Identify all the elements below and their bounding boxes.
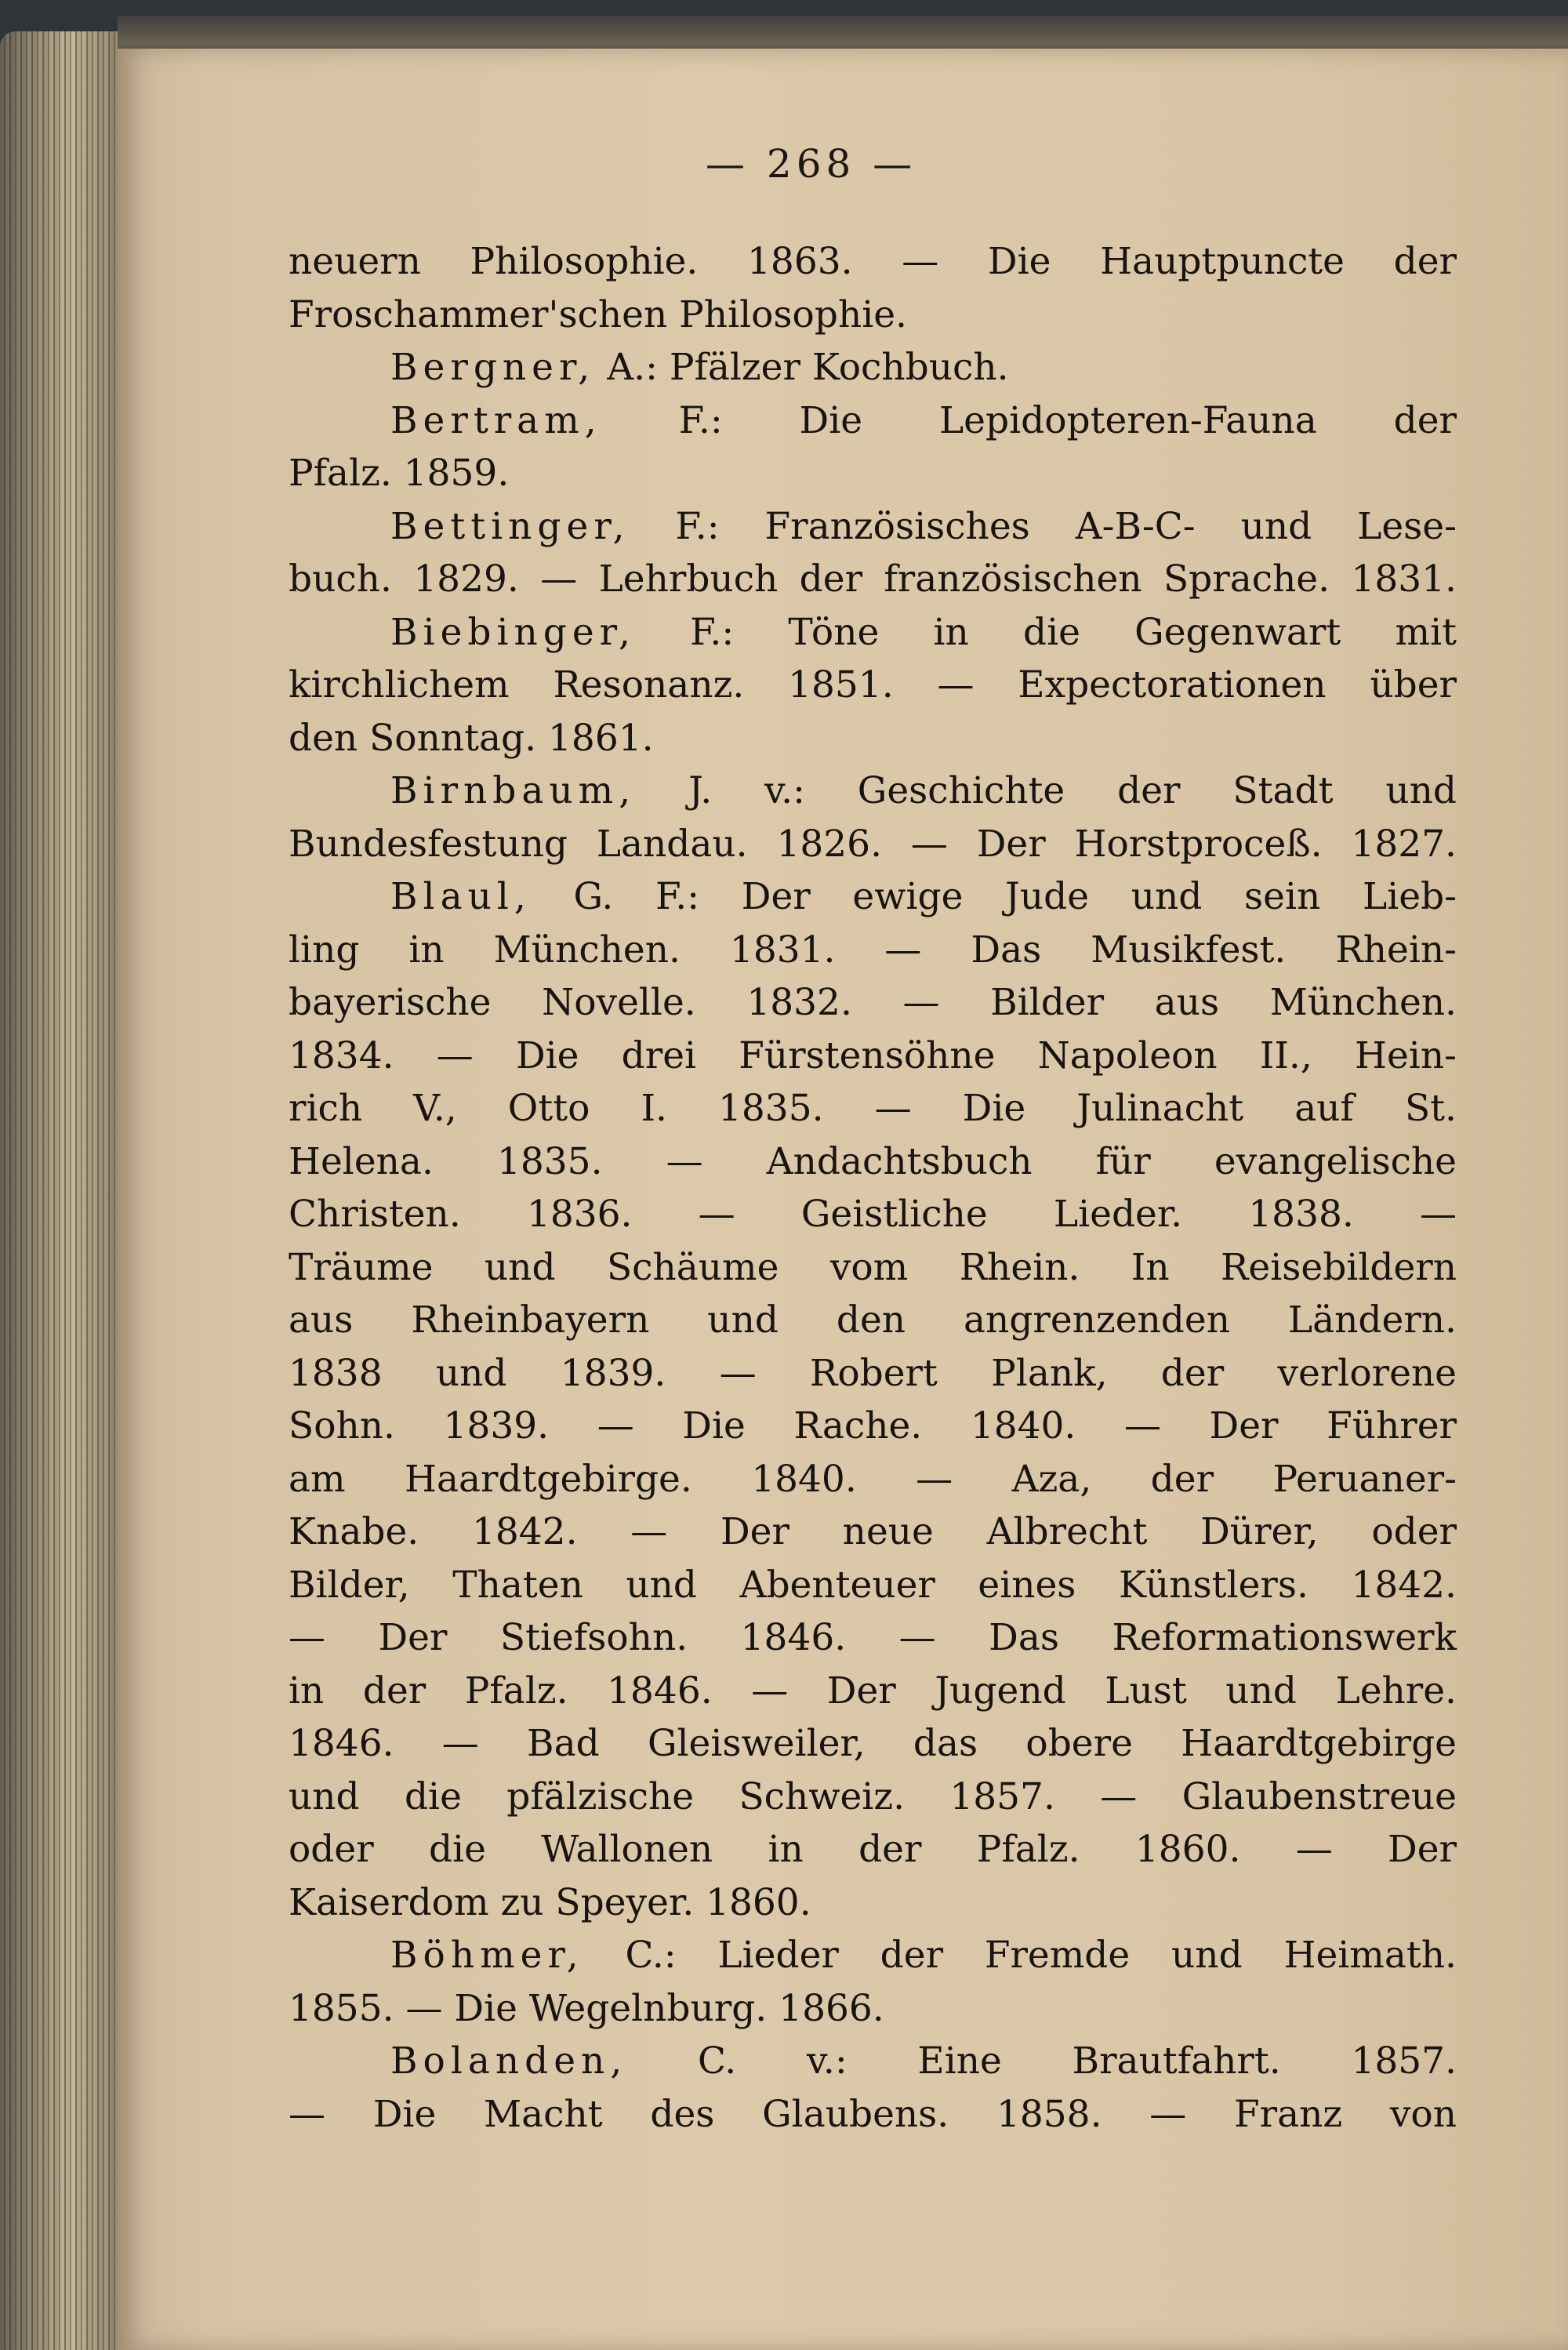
author-name: Böhmer, bbox=[390, 1934, 584, 1977]
line-text: Kaiserdom zu Speyer. 1860. bbox=[289, 1880, 811, 1924]
text-line bbox=[289, 1717, 1457, 1771]
line-text: aus Rheinbayern und den angrenzenden Ländern. bbox=[289, 1298, 1457, 1342]
text-line bbox=[289, 394, 1457, 448]
text-line bbox=[289, 1241, 1457, 1295]
text-line bbox=[289, 1188, 1457, 1241]
line-text: neuern Philosophie. 1863. — Die Hauptpuncte der bbox=[289, 240, 1457, 283]
text-line bbox=[289, 1294, 1457, 1347]
page-text bbox=[289, 235, 1457, 2141]
text-line bbox=[289, 712, 1457, 765]
line-text: J. v.: Geschichte der Stadt und bbox=[636, 769, 1457, 812]
line-text: 1834. — Die drei Fürstensöhne Napoleon II., Hein- bbox=[289, 1033, 1457, 1077]
text-line bbox=[289, 2035, 1457, 2088]
line-text: 1855. — Die Wegelnburg. 1866. bbox=[289, 1986, 884, 2030]
text-line bbox=[289, 765, 1457, 818]
text-line bbox=[289, 976, 1457, 1030]
line-text: in der Pfalz. 1846. — Der Jugend Lust und Lehre. bbox=[289, 1669, 1457, 1713]
author-name: Biebinger, bbox=[390, 610, 636, 654]
line-text: Knabe. 1842. — Der neue Albrecht Dürer, oder bbox=[289, 1510, 1457, 1553]
text-line bbox=[289, 1982, 1457, 2036]
page-number: — 268 — bbox=[706, 141, 917, 187]
text-line bbox=[289, 341, 1457, 394]
line-text: buch. 1829. — Lehrbuch der französischen Sprache. 1831. bbox=[289, 558, 1457, 601]
line-text: — Der Stiefsohn. 1846. — Das Reformationswerk bbox=[289, 1616, 1457, 1659]
text-line bbox=[289, 289, 1457, 342]
line-text: — Die Macht des Glaubens. 1858. — Franz von bbox=[289, 2092, 1457, 2136]
page-edges-shadow bbox=[0, 31, 118, 2350]
text-line bbox=[289, 1400, 1457, 1453]
line-text: G. F.: Der ewige Jude und sein Lieb- bbox=[531, 875, 1457, 918]
line-text: Sohn. 1839. — Die Rache. 1840. — Der Führer bbox=[289, 1404, 1457, 1447]
line-text: C. v.: Eine Brautfahrt. 1857. bbox=[627, 2039, 1457, 2083]
text-line bbox=[289, 1347, 1457, 1400]
text-line bbox=[289, 2088, 1457, 2141]
line-text: F.: Die Lepidopteren-Fauna der bbox=[601, 398, 1457, 442]
author-name: Blaul, bbox=[390, 875, 532, 918]
text-line bbox=[289, 924, 1457, 977]
text-line bbox=[289, 1030, 1457, 1083]
text-line bbox=[289, 1559, 1457, 1612]
line-text: C.: Lieder der Fremde und Heimath. bbox=[583, 1934, 1457, 1977]
text-line bbox=[289, 1082, 1457, 1135]
text-line bbox=[289, 1453, 1457, 1506]
line-text: 1846. — Bad Gleisweiler, das obere Haardtgebirge bbox=[289, 1722, 1457, 1765]
line-text: Bundesfestung Landau. 1826. — Der Horstproceß. 1827. bbox=[289, 822, 1457, 866]
author-name: Bettinger, bbox=[390, 504, 630, 548]
line-text: F.: Töne in die Gegenwart mit bbox=[635, 610, 1457, 654]
author-name: Birnbaum, bbox=[390, 769, 637, 812]
text-line bbox=[289, 235, 1457, 289]
text-line bbox=[289, 659, 1457, 712]
line-text: bayerische Novelle. 1832. — Bilder aus München. bbox=[289, 981, 1457, 1024]
text-line bbox=[289, 1611, 1457, 1665]
text-line bbox=[289, 1771, 1457, 1824]
author-name: Bertram, bbox=[390, 398, 602, 442]
text-line bbox=[289, 500, 1457, 554]
text-line bbox=[289, 606, 1457, 659]
text-line bbox=[289, 818, 1457, 871]
line-text: Helena. 1835. — Andachtsbuch für evangelische bbox=[289, 1139, 1457, 1183]
line-text: Bilder, Thaten und Abenteuer eines Künstlers. 1842. bbox=[289, 1563, 1457, 1607]
text-line bbox=[289, 1665, 1457, 1718]
line-text: kirchlichem Resonanz. 1851. — Expectorationen über bbox=[289, 663, 1457, 706]
line-text: Pfalz. 1859. bbox=[289, 452, 510, 495]
line-text: rich V., Otto I. 1835. — Die Julinacht auf St. bbox=[289, 1087, 1457, 1130]
line-text: ling in München. 1831. — Das Musikfest. Rhein- bbox=[289, 928, 1457, 972]
line-text: und die pfälzische Schweiz. 1857. — Glaubenstreue bbox=[289, 1774, 1457, 1818]
text-line bbox=[289, 1135, 1457, 1189]
text-line bbox=[289, 1876, 1457, 1930]
text-line bbox=[289, 870, 1457, 924]
text-line bbox=[289, 553, 1457, 606]
text-line bbox=[289, 1929, 1457, 1982]
author-name: Bergner, bbox=[390, 346, 596, 389]
line-text: den Sonntag. 1861. bbox=[289, 716, 654, 760]
line-text: 1838 und 1839. — Robert Plank, der verlorene bbox=[289, 1351, 1457, 1395]
line-text: A.: Pfälzer Kochbuch. bbox=[595, 346, 1009, 389]
text-line bbox=[289, 447, 1457, 500]
line-text: Träume und Schäume vom Rhein. In Reisebildern bbox=[289, 1245, 1457, 1289]
line-text: F.: Französisches A-B-C- und Lese- bbox=[630, 504, 1457, 548]
line-text: Christen. 1836. — Geistliche Lieder. 1838. — bbox=[289, 1193, 1457, 1236]
text-line bbox=[289, 1823, 1457, 1876]
author-name: Bolanden, bbox=[390, 2039, 628, 2083]
text-line bbox=[289, 1506, 1457, 1559]
line-text: Froschammer'schen Philosophie. bbox=[289, 292, 907, 336]
line-text: am Haardtgebirge. 1840. — Aza, der Peruaner- bbox=[289, 1457, 1457, 1501]
line-text: oder die Wallonen in der Pfalz. 1860. — Der bbox=[289, 1828, 1457, 1871]
